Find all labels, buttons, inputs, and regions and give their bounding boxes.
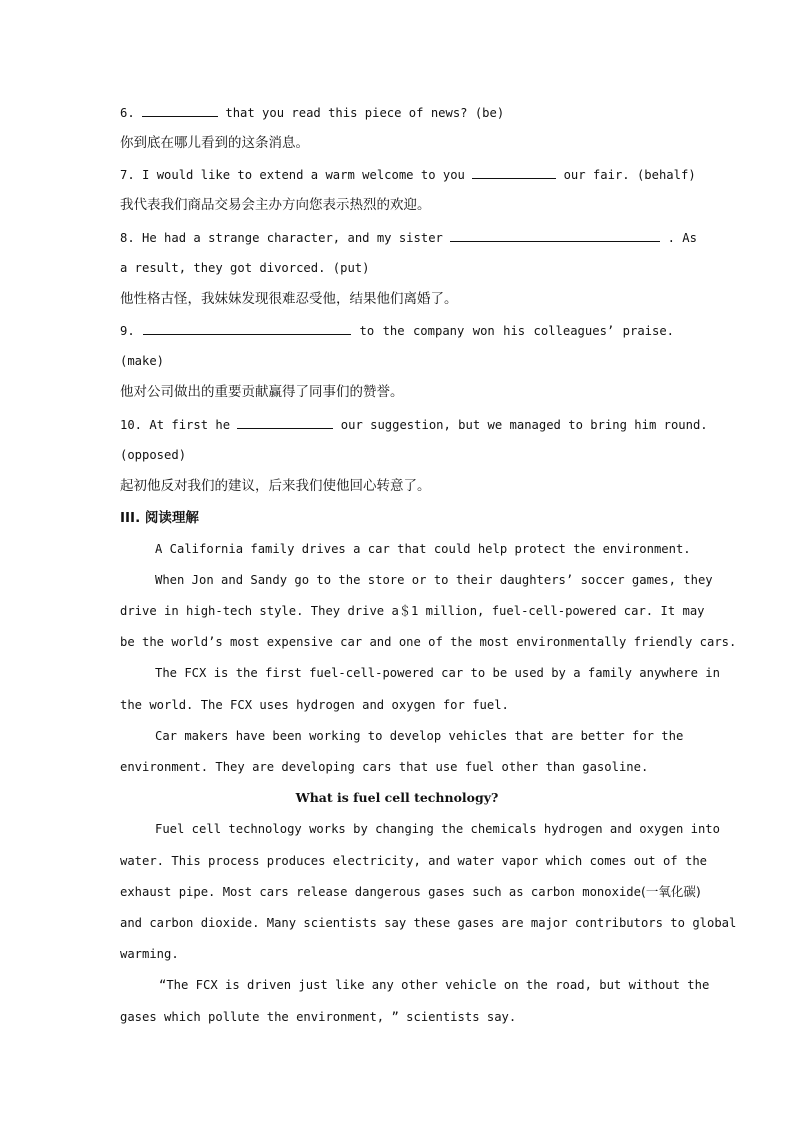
answer-blank[interactable] <box>143 322 351 335</box>
passage-line: environment. They are developing cars that use fuel other than gasoline. <box>120 760 649 774</box>
passage-line: The FCX is the first fuel-cell-powered car to be used by a family anywhere in <box>155 666 720 680</box>
exercise-text: At first he <box>149 418 231 432</box>
passage-line: be the world’s most expensive car and one of the most environmentally friendly cars. <box>120 635 737 649</box>
exercise-6-translation: 你到底在哪儿看到的这条消息。 <box>120 135 309 151</box>
exercise-text: our fair. (behalf) <box>563 168 696 182</box>
exercise-text: I would like to extend a warm welcome to you <box>142 168 465 182</box>
exercise-10-translation: 起初他反对我们的建议，后来我们使他回心转意了。 <box>120 478 431 494</box>
exercise-text: . As <box>667 231 697 245</box>
section-title: 阅读理解 <box>144 510 199 526</box>
passage-line: and carbon dioxide. Many scientists say these gases are major contributors to global <box>120 916 737 930</box>
passage-line: drive in high-tech style. They drive a＄1 million, fuel-cell-powered car. It may <box>120 604 705 618</box>
exercise-10 <box>120 416 708 433</box>
answer-blank[interactable] <box>237 416 333 429</box>
passage-line: Car makers have been working to develop vehicles that are better for the <box>155 729 684 743</box>
section-heading <box>120 509 199 527</box>
passage-line: “The FCX is driven just like any other vehicle on the road, but without the <box>159 978 710 992</box>
exercise-number: 6. <box>120 106 135 120</box>
exercise-8 <box>120 229 697 246</box>
answer-blank[interactable] <box>450 229 660 242</box>
passage-line: A California family drives a car that could help protect the environment. <box>155 542 691 556</box>
exercise-7-translation: 我代表我们商品交易会主办方向您表示热烈的欢迎。 <box>120 197 431 213</box>
passage-line: water. This process produces electricity, and water vapor which comes out of the <box>120 854 707 868</box>
exercise-text: He had a strange character, and my sister <box>142 231 443 245</box>
exercise-10-line2: (opposed) <box>120 448 187 462</box>
exercise-text: that you read this piece of news? (be) <box>225 106 505 120</box>
passage-line: the world. The FCX uses hydrogen and oxygen for fuel. <box>120 698 509 712</box>
exercise-number: 10. <box>120 418 143 432</box>
answer-blank[interactable] <box>472 166 556 179</box>
exercise-9 <box>120 322 674 339</box>
exercise-number: 9. <box>120 324 135 338</box>
exercise-text: our suggestion, but we managed to bring him round. <box>340 418 708 432</box>
exercise-7 <box>120 166 696 183</box>
passage-line <box>120 884 701 900</box>
exercise-8-translation: 他性格古怪，我妹妹发现很难忍受他，结果他们离婚了。 <box>120 291 458 307</box>
exercise-9-line2: (make) <box>120 354 165 368</box>
exercise-text: to the company won his colleagues’ praise. <box>359 324 675 338</box>
exercise-number: 8. <box>120 231 135 245</box>
exercise-6 <box>120 104 674 121</box>
exercise-number: 7. <box>120 168 135 182</box>
passage-line: gases which pollute the environment, ” scientists say. <box>120 1010 517 1024</box>
passage-annotation: (一氧化碳) <box>640 884 701 899</box>
passage-line: Fuel cell technology works by changing the chemicals hydrogen and oxygen into <box>155 822 720 836</box>
passage-line: warming. <box>120 947 179 961</box>
passage-line: When Jon and Sandy go to the store or to their daughters’ soccer games, they <box>155 573 713 587</box>
answer-blank[interactable] <box>142 104 218 117</box>
passage-text: exhaust pipe. Most cars release dangerous gases such as carbon monoxide <box>120 885 641 899</box>
exercise-8-line2: a result, they got divorced. (put) <box>120 261 370 275</box>
section-numeral: III. <box>120 510 141 526</box>
passage-subheading: What is fuel cell technology? <box>295 790 499 805</box>
exercise-9-translation: 他对公司做出的重要贡献赢得了同事们的赞誉。 <box>120 384 404 400</box>
